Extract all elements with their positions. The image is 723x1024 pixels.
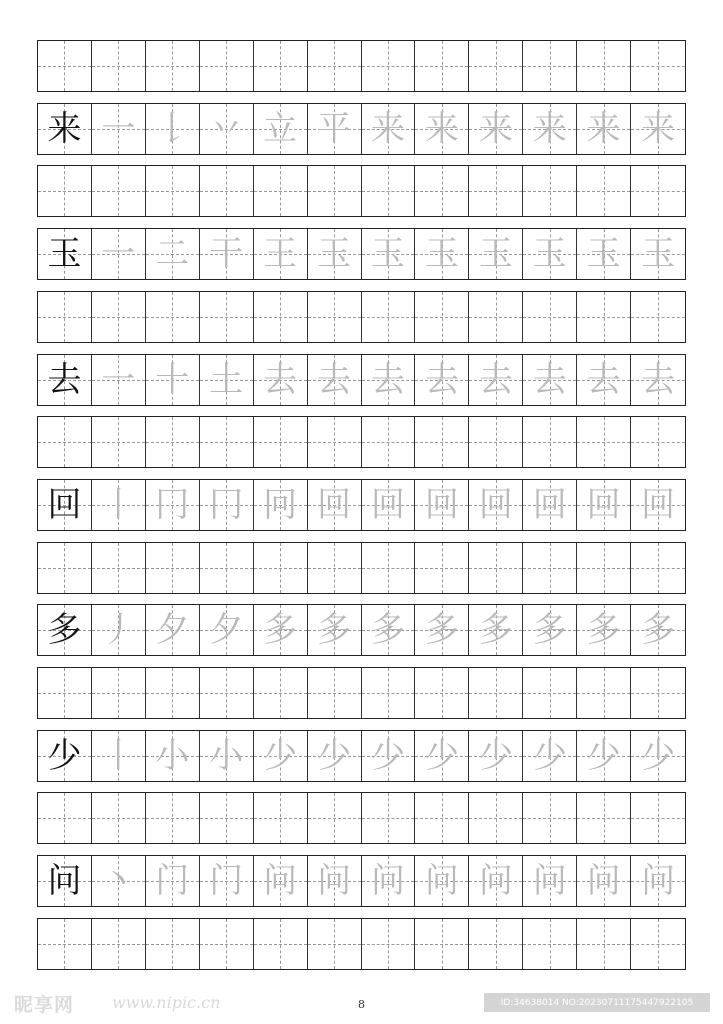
blank-cell xyxy=(469,668,523,718)
trace-character: 二 xyxy=(155,234,190,274)
trace-character: 丷 xyxy=(209,109,244,149)
trace-cell xyxy=(200,104,254,154)
trace-character: 来 xyxy=(641,109,676,149)
practice-row xyxy=(37,604,686,656)
trace-character: 丨 xyxy=(101,736,136,776)
blank-cell xyxy=(362,668,416,718)
trace-cell xyxy=(631,355,685,405)
trace-character: 丶 xyxy=(101,861,136,901)
blank-cell xyxy=(146,543,200,593)
trace-character: 平 xyxy=(317,109,352,149)
blank-cell xyxy=(577,543,631,593)
trace-cell xyxy=(415,605,469,655)
trace-character: 小 xyxy=(155,736,190,776)
blank-cell xyxy=(631,919,685,969)
model-cell xyxy=(38,605,92,655)
blank-cell xyxy=(577,292,631,342)
trace-character: 问 xyxy=(263,861,298,901)
trace-character: 多 xyxy=(263,610,298,650)
blank-cell xyxy=(469,166,523,216)
trace-character: 回 xyxy=(478,485,513,525)
trace-cell xyxy=(577,229,631,279)
trace-character: 问 xyxy=(532,861,567,901)
blank-cell xyxy=(38,292,92,342)
blank-cell xyxy=(38,793,92,843)
trace-character: 夕 xyxy=(155,610,190,650)
trace-character: 小 xyxy=(209,736,244,776)
trace-cell xyxy=(362,605,416,655)
blank-cell xyxy=(200,292,254,342)
trace-cell xyxy=(415,856,469,906)
blank-cell xyxy=(92,919,146,969)
trace-character: 夕 xyxy=(209,610,244,650)
trace-character: 问 xyxy=(317,861,352,901)
practice-row xyxy=(37,855,686,907)
trace-cell xyxy=(577,856,631,906)
trace-cell xyxy=(146,104,200,154)
watermark-logo: 昵享网 xyxy=(14,994,75,1016)
model-cell xyxy=(38,480,92,530)
trace-character: 玉 xyxy=(370,234,405,274)
blank-cell xyxy=(92,292,146,342)
blank-cell xyxy=(146,41,200,91)
blank-cell xyxy=(523,668,577,718)
trace-cell xyxy=(631,480,685,530)
blank-cell xyxy=(523,41,577,91)
trace-cell xyxy=(577,355,631,405)
trace-character: 立 xyxy=(263,109,298,149)
trace-character: 多 xyxy=(317,610,352,650)
trace-cell xyxy=(200,856,254,906)
blank-cell xyxy=(415,543,469,593)
blank-cell xyxy=(38,919,92,969)
blank-row xyxy=(37,40,686,92)
trace-cell xyxy=(362,731,416,781)
trace-character: 去 xyxy=(641,360,676,400)
trace-character: 去 xyxy=(317,360,352,400)
trace-character: 一 xyxy=(101,109,136,149)
trace-cell xyxy=(200,229,254,279)
trace-character: 去 xyxy=(532,360,567,400)
blank-cell xyxy=(415,793,469,843)
trace-cell xyxy=(146,605,200,655)
trace-character: 玉 xyxy=(532,234,567,274)
blank-cell xyxy=(523,417,577,467)
trace-character: 回 xyxy=(641,485,676,525)
trace-character: 少 xyxy=(532,736,567,776)
trace-cell xyxy=(415,355,469,405)
blank-cell xyxy=(469,543,523,593)
blank-cell xyxy=(362,919,416,969)
blank-cell xyxy=(146,417,200,467)
blank-cell xyxy=(469,793,523,843)
trace-character: 去 xyxy=(478,360,513,400)
blank-cell xyxy=(415,417,469,467)
trace-character: 多 xyxy=(586,610,621,650)
trace-cell xyxy=(254,731,308,781)
blank-cell xyxy=(362,543,416,593)
trace-cell xyxy=(415,229,469,279)
trace-cell xyxy=(523,856,577,906)
blank-cell xyxy=(92,166,146,216)
trace-cell xyxy=(631,229,685,279)
blank-cell xyxy=(92,543,146,593)
blank-row xyxy=(37,918,686,970)
blank-cell xyxy=(254,417,308,467)
trace-character: 玉 xyxy=(317,234,352,274)
trace-character: 去 xyxy=(424,360,459,400)
trace-character: 冋 xyxy=(263,485,298,525)
trace-cell xyxy=(200,605,254,655)
trace-cell xyxy=(631,605,685,655)
trace-cell xyxy=(146,355,200,405)
blank-cell xyxy=(362,166,416,216)
trace-character: 土 xyxy=(209,360,244,400)
trace-cell xyxy=(200,480,254,530)
blank-cell xyxy=(146,793,200,843)
blank-cell xyxy=(577,793,631,843)
trace-character: 冂 xyxy=(209,485,244,525)
trace-cell xyxy=(308,605,362,655)
blank-cell xyxy=(577,417,631,467)
trace-character: 十 xyxy=(155,360,190,400)
trace-cell xyxy=(92,104,146,154)
trace-character: 回 xyxy=(424,485,459,525)
trace-character: 少 xyxy=(317,736,352,776)
blank-cell xyxy=(415,668,469,718)
blank-cell xyxy=(200,793,254,843)
trace-cell xyxy=(200,355,254,405)
trace-character: 问 xyxy=(641,861,676,901)
trace-cell xyxy=(254,856,308,906)
trace-cell xyxy=(469,480,523,530)
blank-cell xyxy=(362,793,416,843)
trace-character: 少 xyxy=(424,736,459,776)
trace-character: 问 xyxy=(424,861,459,901)
blank-cell xyxy=(523,166,577,216)
blank-cell xyxy=(38,668,92,718)
trace-character: 少 xyxy=(586,736,621,776)
trace-character: 干 xyxy=(209,234,244,274)
blank-cell xyxy=(577,166,631,216)
trace-cell xyxy=(631,856,685,906)
trace-cell xyxy=(469,731,523,781)
trace-character: 少 xyxy=(263,736,298,776)
blank-cell xyxy=(38,166,92,216)
model-character: 来 xyxy=(47,109,82,149)
trace-cell xyxy=(523,605,577,655)
blank-cell xyxy=(631,668,685,718)
model-character: 去 xyxy=(47,360,82,400)
trace-cell xyxy=(523,480,577,530)
blank-cell xyxy=(308,668,362,718)
practice-row xyxy=(37,730,686,782)
blank-cell xyxy=(308,543,362,593)
practice-row xyxy=(37,228,686,280)
blank-cell xyxy=(631,417,685,467)
blank-cell xyxy=(577,41,631,91)
trace-character: 冂 xyxy=(155,485,190,525)
blank-cell xyxy=(254,41,308,91)
blank-row xyxy=(37,542,686,594)
trace-cell xyxy=(92,355,146,405)
blank-cell xyxy=(308,919,362,969)
trace-character: 一 xyxy=(101,234,136,274)
blank-cell xyxy=(254,793,308,843)
blank-cell xyxy=(631,41,685,91)
trace-character: 来 xyxy=(586,109,621,149)
trace-character: 𠄌 xyxy=(155,109,190,149)
trace-cell xyxy=(200,731,254,781)
trace-character: 多 xyxy=(478,610,513,650)
trace-cell xyxy=(469,856,523,906)
model-character: 玉 xyxy=(47,234,82,274)
model-character: 回 xyxy=(47,485,82,525)
blank-cell xyxy=(200,919,254,969)
trace-cell xyxy=(362,856,416,906)
trace-cell xyxy=(308,104,362,154)
trace-cell xyxy=(92,229,146,279)
blank-cell xyxy=(200,668,254,718)
blank-cell xyxy=(631,543,685,593)
trace-cell xyxy=(415,731,469,781)
blank-cell xyxy=(523,543,577,593)
trace-cell xyxy=(523,229,577,279)
trace-character: 少 xyxy=(478,736,513,776)
model-character: 问 xyxy=(47,861,82,901)
trace-cell xyxy=(146,731,200,781)
trace-cell xyxy=(577,605,631,655)
model-cell xyxy=(38,856,92,906)
trace-character: 门 xyxy=(155,861,190,901)
trace-character: 来 xyxy=(370,109,405,149)
trace-cell xyxy=(146,856,200,906)
blank-cell xyxy=(38,543,92,593)
blank-cell xyxy=(200,417,254,467)
trace-cell xyxy=(523,355,577,405)
blank-row xyxy=(37,416,686,468)
model-character: 少 xyxy=(47,736,82,776)
trace-character: 玉 xyxy=(478,234,513,274)
trace-character: 少 xyxy=(641,736,676,776)
trace-cell xyxy=(362,355,416,405)
trace-cell xyxy=(631,731,685,781)
trace-character: 去 xyxy=(586,360,621,400)
blank-cell xyxy=(415,919,469,969)
blank-row xyxy=(37,291,686,343)
trace-cell xyxy=(92,731,146,781)
blank-cell xyxy=(308,166,362,216)
blank-cell xyxy=(38,417,92,467)
trace-character: 回 xyxy=(370,485,405,525)
trace-cell xyxy=(92,605,146,655)
trace-character: 回 xyxy=(532,485,567,525)
trace-character: 王 xyxy=(263,234,298,274)
blank-cell xyxy=(146,919,200,969)
trace-character: 去 xyxy=(370,360,405,400)
trace-cell xyxy=(577,104,631,154)
model-cell xyxy=(38,355,92,405)
trace-cell xyxy=(254,605,308,655)
trace-character: 来 xyxy=(532,109,567,149)
trace-cell xyxy=(146,480,200,530)
trace-character: 问 xyxy=(370,861,405,901)
blank-cell xyxy=(415,41,469,91)
trace-cell xyxy=(577,480,631,530)
practice-row xyxy=(37,479,686,531)
blank-cell xyxy=(254,166,308,216)
blank-cell xyxy=(92,793,146,843)
trace-character: 丿 xyxy=(101,610,136,650)
trace-cell xyxy=(415,104,469,154)
blank-cell xyxy=(523,919,577,969)
blank-cell xyxy=(362,417,416,467)
blank-cell xyxy=(631,292,685,342)
image-id-bar: ID:34638014 NO:20230711175447922105 xyxy=(484,993,710,1012)
page-number: 8 xyxy=(358,998,365,1011)
trace-cell xyxy=(254,355,308,405)
blank-cell xyxy=(631,793,685,843)
blank-cell xyxy=(523,793,577,843)
blank-cell xyxy=(631,166,685,216)
blank-cell xyxy=(577,668,631,718)
trace-character: 多 xyxy=(532,610,567,650)
blank-cell xyxy=(577,919,631,969)
trace-cell xyxy=(308,355,362,405)
blank-cell xyxy=(92,668,146,718)
blank-cell xyxy=(362,41,416,91)
blank-cell xyxy=(254,292,308,342)
trace-character: 玉 xyxy=(586,234,621,274)
trace-cell xyxy=(523,731,577,781)
trace-cell xyxy=(92,480,146,530)
trace-cell xyxy=(308,731,362,781)
practice-row xyxy=(37,103,686,155)
blank-cell xyxy=(362,292,416,342)
blank-cell xyxy=(92,41,146,91)
trace-cell xyxy=(308,856,362,906)
trace-cell xyxy=(415,480,469,530)
blank-cell xyxy=(200,543,254,593)
trace-cell xyxy=(469,104,523,154)
trace-character: 回 xyxy=(317,485,352,525)
trace-cell xyxy=(469,605,523,655)
trace-character: 多 xyxy=(370,610,405,650)
trace-cell xyxy=(469,229,523,279)
trace-cell xyxy=(254,480,308,530)
trace-character: 玉 xyxy=(641,234,676,274)
model-cell xyxy=(38,731,92,781)
blank-cell xyxy=(523,292,577,342)
trace-character: 回 xyxy=(586,485,621,525)
blank-cell xyxy=(92,417,146,467)
trace-cell xyxy=(631,104,685,154)
trace-character: 多 xyxy=(641,610,676,650)
blank-row xyxy=(37,667,686,719)
trace-character: 问 xyxy=(478,861,513,901)
trace-cell xyxy=(362,104,416,154)
blank-cell xyxy=(308,793,362,843)
trace-cell xyxy=(469,355,523,405)
blank-cell xyxy=(146,292,200,342)
trace-character: 问 xyxy=(586,861,621,901)
blank-cell xyxy=(308,292,362,342)
watermark-url: www.nipic.cn xyxy=(112,993,221,1012)
practice-row xyxy=(37,354,686,406)
trace-character: 玉 xyxy=(424,234,459,274)
trace-cell xyxy=(362,229,416,279)
blank-cell xyxy=(469,919,523,969)
trace-cell xyxy=(523,104,577,154)
trace-cell xyxy=(92,856,146,906)
blank-cell xyxy=(254,543,308,593)
blank-cell xyxy=(146,668,200,718)
model-character: 多 xyxy=(47,610,82,650)
blank-row xyxy=(37,165,686,217)
trace-cell xyxy=(146,229,200,279)
trace-cell xyxy=(577,731,631,781)
trace-character: 丨 xyxy=(101,485,136,525)
model-cell xyxy=(38,229,92,279)
blank-cell xyxy=(308,41,362,91)
trace-character: 少 xyxy=(370,736,405,776)
blank-cell xyxy=(200,41,254,91)
blank-cell xyxy=(146,166,200,216)
trace-cell xyxy=(254,104,308,154)
trace-character: 去 xyxy=(263,360,298,400)
trace-character: 一 xyxy=(101,360,136,400)
trace-cell xyxy=(308,480,362,530)
blank-cell xyxy=(38,41,92,91)
blank-row xyxy=(37,792,686,844)
blank-cell xyxy=(200,166,254,216)
blank-cell xyxy=(469,41,523,91)
trace-character: 来 xyxy=(478,109,513,149)
trace-character: 来 xyxy=(424,109,459,149)
blank-cell xyxy=(254,668,308,718)
trace-cell xyxy=(308,229,362,279)
trace-cell xyxy=(254,229,308,279)
trace-cell xyxy=(362,480,416,530)
trace-character: 多 xyxy=(424,610,459,650)
model-cell xyxy=(38,104,92,154)
blank-cell xyxy=(254,919,308,969)
blank-cell xyxy=(415,166,469,216)
blank-cell xyxy=(469,292,523,342)
blank-cell xyxy=(469,417,523,467)
blank-cell xyxy=(308,417,362,467)
blank-cell xyxy=(415,292,469,342)
trace-character: 门 xyxy=(209,861,244,901)
